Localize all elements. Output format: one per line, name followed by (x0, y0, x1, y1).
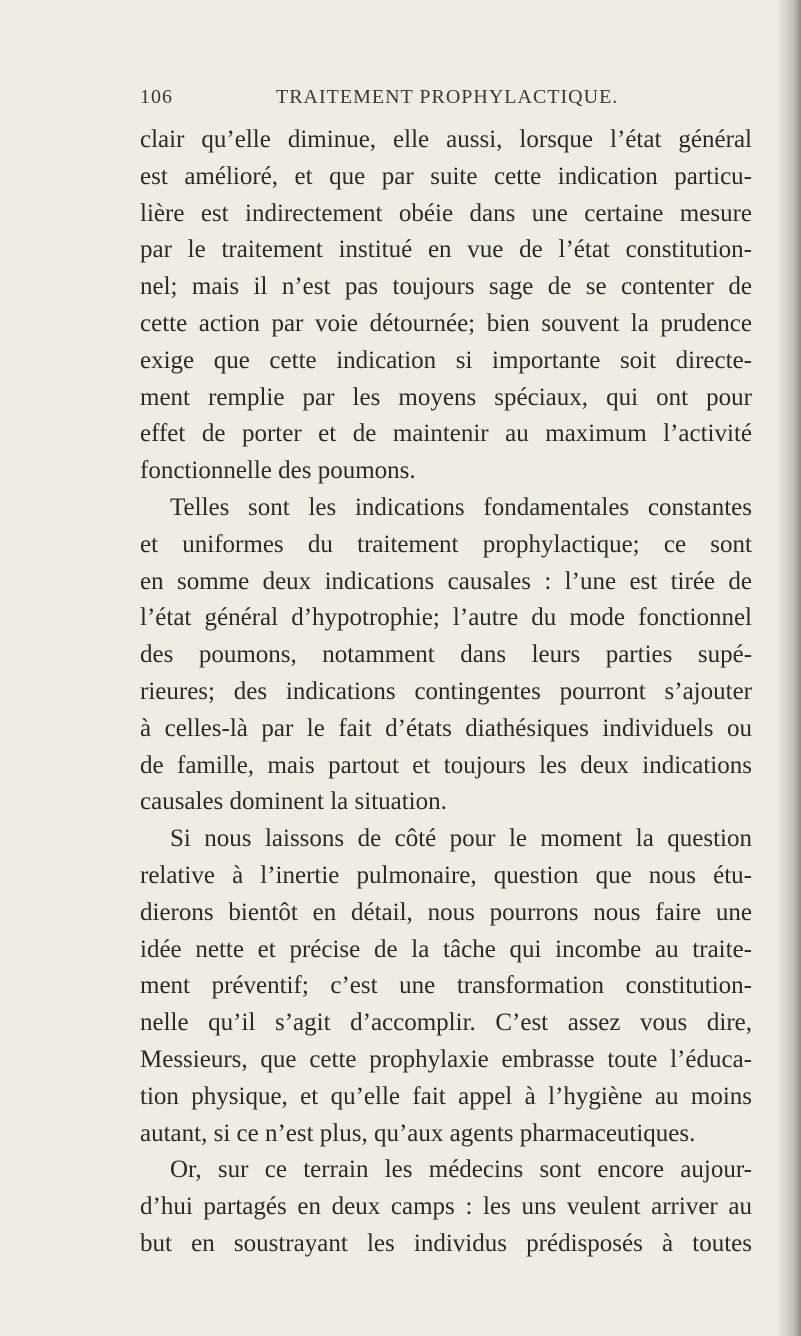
text-line: cette action par voie détournée; bien souvent la prudence (140, 309, 752, 337)
text-line: relative à l’inertie pulmonaire, question que nous étu- (140, 861, 752, 889)
text-line: nelle qu’il s’agit d’accomplir. C’est assez vous dire, (140, 1009, 752, 1037)
text-line: rieures; des indications contingentes pourront s’ajouter (140, 677, 752, 705)
text-line: Messieurs, que cette prophylaxie embrasse toute l’éduca- (140, 1045, 752, 1073)
text-line: des poumons, notamment dans leurs parties supé- (140, 641, 752, 669)
text-line: à celles-là par le fait d’états diathésiques individuels ou (140, 714, 752, 742)
text-line: but en soustrayant les individus prédisposés à toutes (140, 1229, 752, 1257)
text-line: clair qu’elle diminue, elle aussi, lorsque l’état général (140, 126, 752, 153)
paragraph-start-line: Si nous laissons de côté pour le moment la question (170, 825, 752, 853)
text-line: d’hui partagés en deux camps : les uns veulent arriver au (140, 1193, 752, 1221)
body-text (140, 122, 752, 1263)
text-line: en somme deux indications causales : l’une est tirée de (140, 567, 752, 595)
text-line: autant, si ce n’est plus, qu’aux agents pharmaceutiques. (140, 1119, 696, 1147)
running-title: TRAITEMENT PROPHYLACTIQUE. (276, 86, 619, 108)
paragraph-start-line: Or, sur ce terrain les médecins sont encore aujour- (170, 1156, 752, 1184)
text-line: exige que cette indication si importante soit directe- (140, 346, 752, 374)
running-header (140, 86, 750, 116)
text-line: de famille, mais partout et toujours les deux indications (140, 751, 752, 779)
paragraph-start-line: Telles sont les indications fondamentales constantes (170, 493, 752, 521)
text-line: tion physique, et qu’elle fait appel à l’hygiène au moins (140, 1082, 752, 1110)
page-number: 106 (140, 86, 173, 108)
text-line: et uniformes du traitement prophylactique; ce sont (140, 530, 752, 558)
text-line: l’état général d’hypotrophie; l’autre du mode fonctionnel (140, 604, 752, 632)
text-line: nel; mais il n’est pas toujours sage de se contenter de (140, 273, 752, 301)
text-line: idée nette et précise de la tâche qui incombe au traite- (140, 935, 752, 963)
text-line: est amélioré, et que par suite cette indication particu- (140, 162, 752, 190)
text-line: effet de porter et de maintenir au maximum l’activité (140, 420, 752, 448)
text-line: par le traitement institué en vue de l’état constitution- (140, 236, 752, 264)
text-line: dierons bientôt en détail, nous pourrons nous faire une (140, 898, 752, 926)
text-line: causales dominent la situation. (140, 788, 447, 816)
text-line: ment préventif; c’est une transformation constitution- (140, 972, 752, 1000)
text-line: lière est indirectement obéie dans une certaine mesure (140, 199, 752, 227)
text-line: ment remplie par les moyens spéciaux, qui ont pour (140, 383, 752, 411)
text-line: fonctionnelle des poumons. (140, 457, 416, 485)
page-edge-shadow (779, 0, 801, 1336)
